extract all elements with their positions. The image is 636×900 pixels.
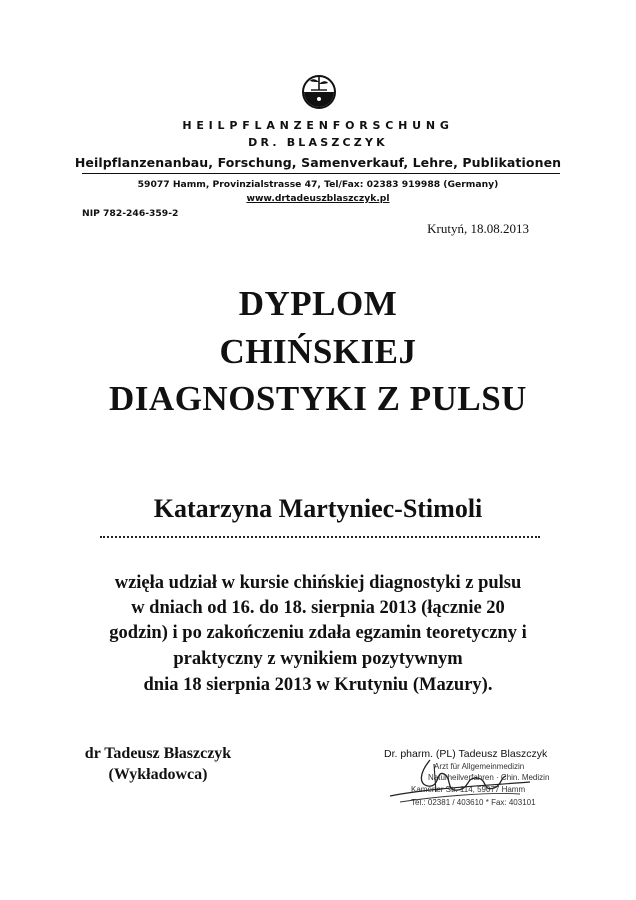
letterhead-divider	[82, 173, 560, 174]
stamp-line3: Naturheilverfahren · Chin. Medizin	[428, 773, 550, 782]
body-text-line1: wzięła udział w kursie chińskiej diagnostyki z pulsu	[114, 573, 522, 593]
recipient-name: Katarzyna Martyniec-Stimoli	[153, 494, 483, 523]
company-website-link[interactable]: www.drtadeuszblaszczyk.pl	[246, 193, 390, 204]
issue-date: Krutyń, 18.08.2013	[427, 221, 529, 236]
signatory-role: (Wykładowca)	[108, 766, 208, 783]
stamp-line1: Dr. pharm. (PL) Tadeusz Blaszczyk	[384, 748, 548, 760]
tax-id: NIP 782-246-359-2	[82, 208, 179, 219]
stamp-line2: Arzt für Allgemeinmedizin	[434, 762, 525, 771]
diploma-title-line3: DIAGNOSTYKI Z PULSU	[109, 379, 527, 418]
body-text-line5: dnia 18 sierpnia 2013 w Krutyniu (Mazury).	[143, 675, 493, 695]
dotted-line	[100, 536, 540, 538]
company-name-line2: DR. BLASZCZYK	[248, 136, 388, 149]
stamp-line5: Tel.: 02381 / 403610 * Fax: 403101	[411, 798, 536, 807]
stamp-line4: Kamener Str. 114, 59077 Hamm	[411, 785, 526, 794]
company-tagline: Heilpflanzenanbau, Forschung, Samenverkauf, Lehre, Publikationen	[74, 155, 562, 170]
body-text-line4: praktyczny z wynikiem pozytywnym	[173, 649, 463, 669]
company-name-line1: HEILPFLANZENFORSCHUNG	[182, 119, 454, 132]
company-logo-icon	[301, 70, 337, 110]
company-address: 59077 Hamm, Provinzialstrasse 47, Tel/Fax: 02383 919988 (Germany)	[137, 179, 499, 190]
handwritten-signature	[370, 752, 550, 812]
signatory-name: dr Tadeusz Błaszczyk	[84, 745, 232, 762]
body-text-line3: godzin) i po zakończeniu zdała egzamin teoretyczny i	[109, 623, 527, 643]
diploma-title-line1: DYPLOM	[238, 284, 398, 323]
body-text-line2: w dniach od 16. do 18. sierpnia 2013 (łącznie 20	[131, 598, 505, 618]
diploma-title-line2: CHIŃSKIEJ	[219, 332, 417, 371]
